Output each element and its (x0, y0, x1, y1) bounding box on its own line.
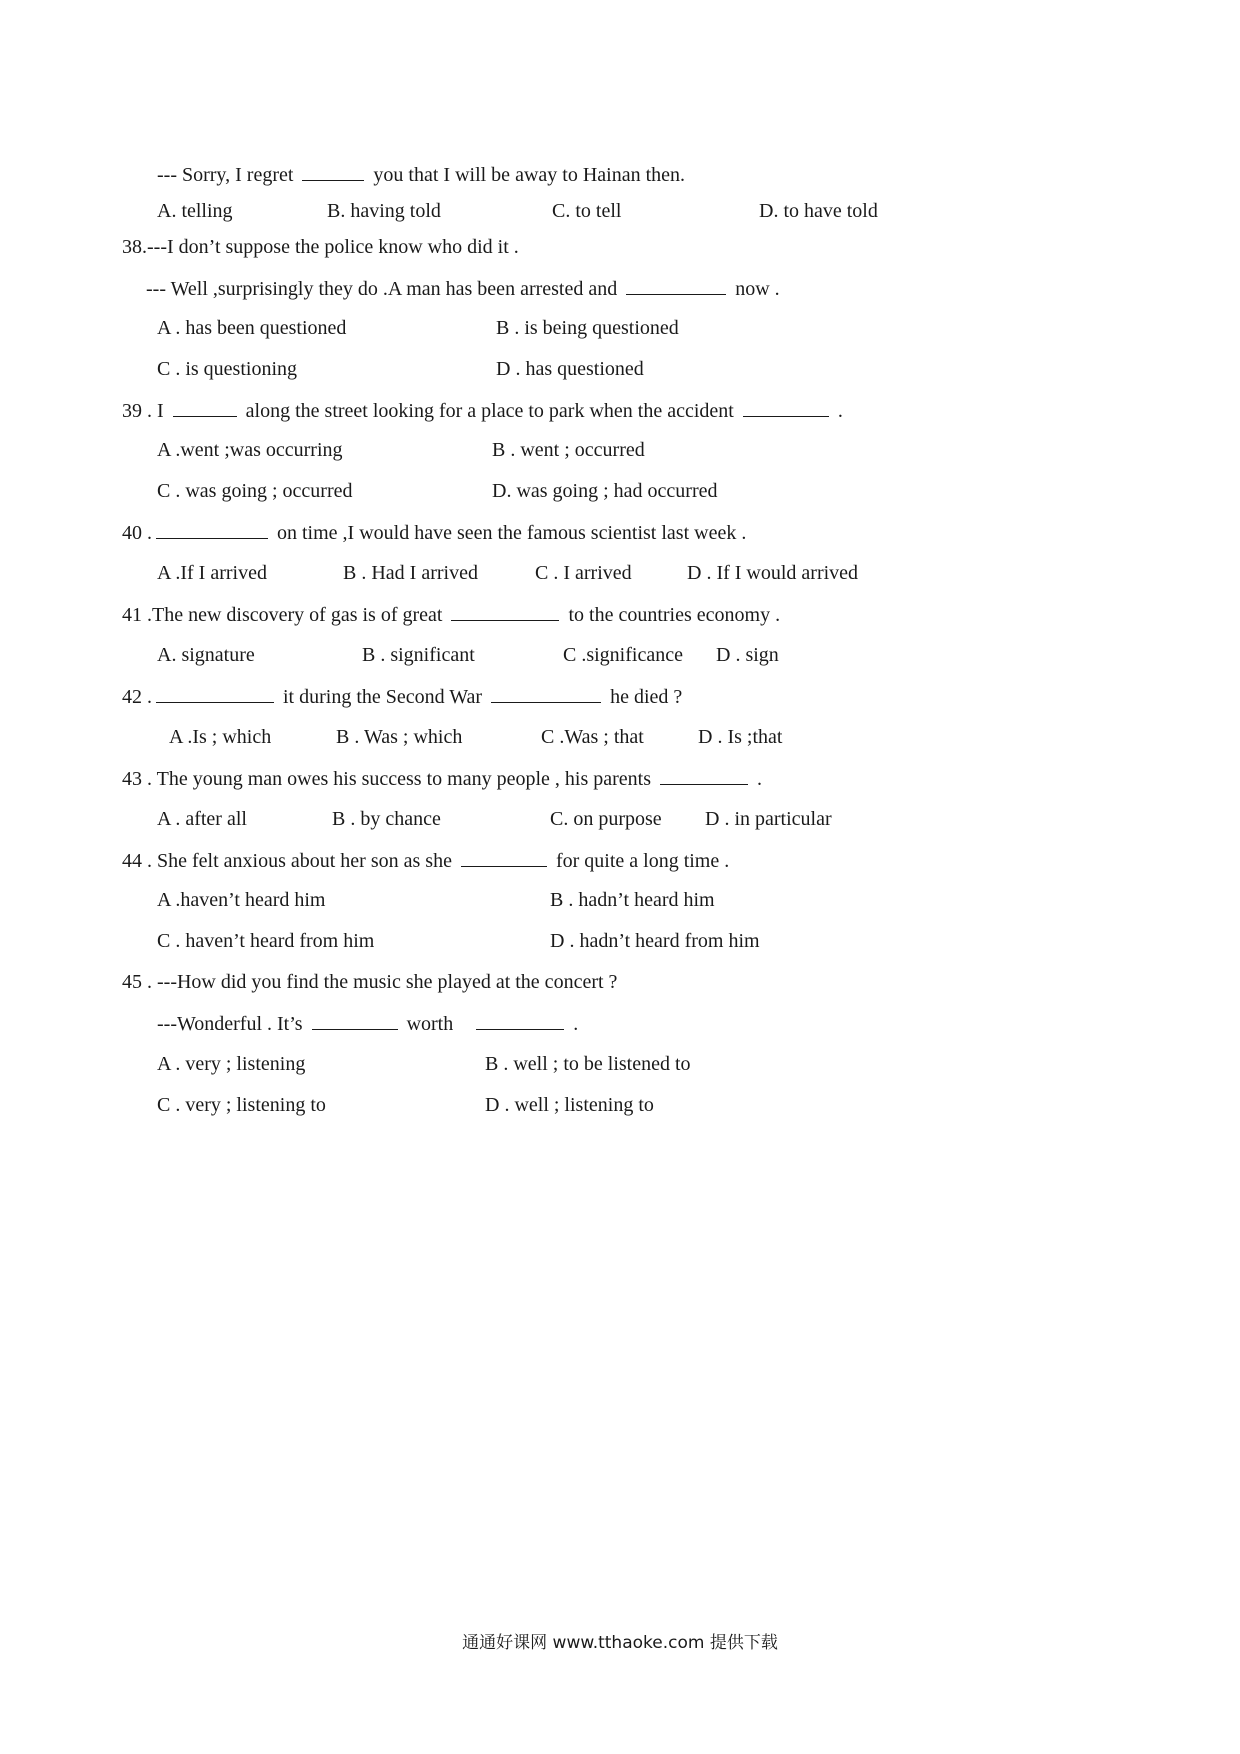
stem-text: 43 . The young man owes his success to many people , his parents (122, 768, 656, 790)
answer-blank (156, 684, 274, 703)
option-c: C. on purpose (550, 808, 662, 830)
option-b: B . went ; occurred (492, 439, 645, 461)
answer-blank (451, 602, 559, 621)
option-c: C . is questioning (157, 358, 298, 380)
stem-text: to the countries economy . (563, 604, 781, 626)
option-c: C .significance (563, 644, 683, 666)
stem-text: . (751, 768, 762, 790)
option-b: B . Had I arrived (343, 562, 478, 584)
option-a: A .If I arrived (157, 562, 267, 584)
option-b: B. having told (327, 200, 441, 222)
option-b: B . significant (362, 644, 475, 666)
answer-blank (660, 766, 748, 785)
stem-text: 44 . She felt anxious about her son as she (122, 850, 457, 872)
option-c: C .Was ; that (541, 726, 644, 748)
option-d: D. to have told (759, 200, 878, 222)
stem-text: it during the Second War (278, 686, 488, 708)
answer-blank (476, 1011, 564, 1030)
option-d: D . in particular (705, 808, 832, 830)
option-b: B . is being questioned (496, 317, 679, 339)
answer-blank (156, 520, 268, 539)
stem-text: 40 . (122, 522, 152, 544)
option-b: B . hadn’t heard him (550, 889, 715, 911)
answer-blank (743, 398, 829, 417)
question-38-line2 (146, 276, 780, 300)
stem-text: --- Sorry, I regret (157, 164, 299, 186)
question-42-stem (122, 684, 682, 708)
option-d: D . has questioned (496, 358, 644, 380)
stem-text: 41 .The new discovery of gas is of great (122, 604, 448, 626)
option-d: D. was going ; had occurred (492, 480, 718, 502)
answer-blank (302, 162, 364, 181)
question-45-line2 (157, 1011, 578, 1035)
option-a: A. telling (157, 200, 233, 222)
option-d: D . well ; listening to (485, 1094, 654, 1116)
stem-text: . (832, 400, 843, 422)
option-a: A .haven’t heard him (157, 889, 326, 911)
answer-blank (461, 848, 547, 867)
option-d: D . If I would arrived (687, 562, 859, 584)
option-a: A. signature (157, 644, 255, 666)
answer-blank (312, 1011, 398, 1030)
stem-text: on time ,I would have seen the famous scientist last week . (272, 522, 747, 544)
question-44-stem (122, 848, 729, 872)
stem-text: you that I will be away to Hainan then. (368, 164, 686, 186)
question-43-stem (122, 766, 762, 790)
answer-blank (173, 398, 237, 417)
option-c: C . haven’t heard from him (157, 930, 375, 952)
option-a: A . after all (157, 808, 247, 830)
stem-text: ---Wonderful . It’s (157, 1013, 308, 1035)
stem-text: for quite a long time . (550, 850, 730, 872)
question-38-line1: 38.---I don’t suppose the police know who did it . (122, 236, 519, 258)
page-footer: 通通好课网 www.tthaoke.com 提供下载 (462, 1633, 778, 1653)
option-a: A . very ; listening (157, 1053, 306, 1075)
stem-text: 39 . I (122, 400, 169, 422)
answer-blank (626, 276, 726, 295)
option-d: D . Is ;that (698, 726, 783, 748)
option-c: C . very ; listening to (157, 1094, 326, 1116)
question-45-line1: 45 . ---How did you find the music she played at the concert ? (122, 971, 618, 993)
option-c: C. to tell (552, 200, 622, 222)
option-a: A .Is ; which (169, 726, 272, 748)
option-b: B . by chance (332, 808, 441, 830)
answer-blank (491, 684, 601, 703)
question-39-stem (122, 398, 843, 422)
option-b: B . well ; to be listened to (485, 1053, 691, 1075)
stem-text: along the street looking for a place to park when the accident (240, 400, 739, 422)
question-37-stem (157, 162, 685, 186)
option-c: C . was going ; occurred (157, 480, 353, 502)
option-a: A .went ;was occurring (157, 439, 343, 461)
stem-text: --- Well ,surprisingly they do .A man has been arrested and (146, 278, 623, 300)
question-40-stem (122, 520, 746, 544)
stem-text: he died ? (605, 686, 683, 708)
stem-text: . (568, 1013, 579, 1035)
option-c: C . I arrived (535, 562, 632, 584)
stem-text: now . (730, 278, 780, 300)
option-b: B . Was ; which (336, 726, 463, 748)
option-d: D . hadn’t heard from him (550, 930, 760, 952)
option-a: A . has been questioned (157, 317, 347, 339)
stem-text: worth (401, 1013, 459, 1035)
option-d: D . sign (716, 644, 779, 666)
stem-text: 42 . (122, 686, 152, 708)
question-41-stem (122, 602, 780, 626)
